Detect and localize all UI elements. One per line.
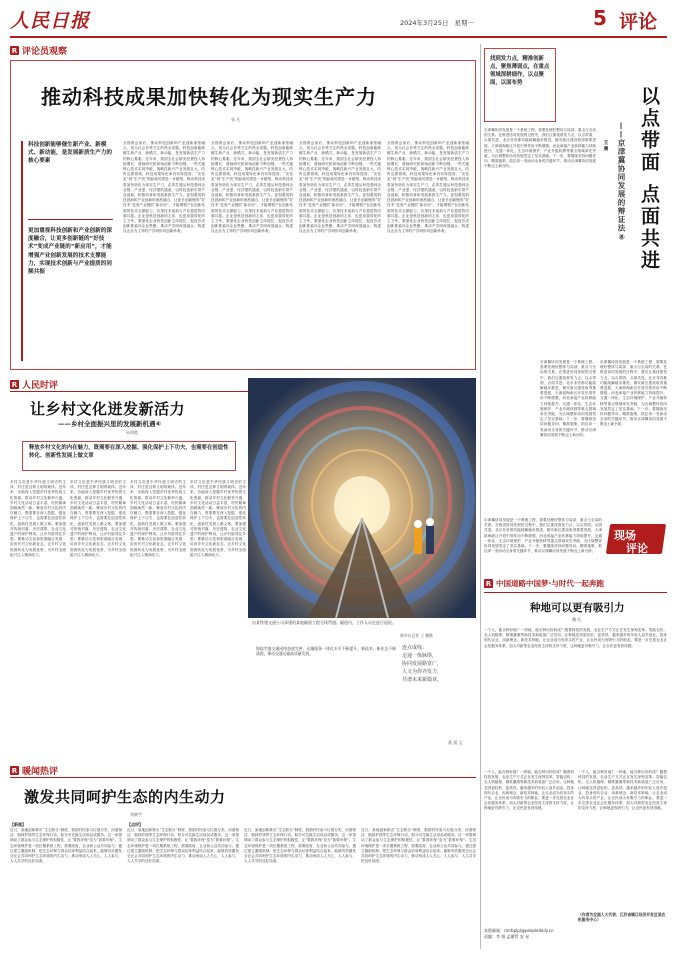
photo-caption: 由某铁建交通公司承建的某地隧道工程全线贯通。隧道内，工作人员在进行巡检。	[252, 620, 396, 625]
article-body-col-1: 全国两会前后，推动科技创新和产业创新深度融合，成为社会各界关注的热点话题。科技创新能够催生新产业、新模式、新动能，是发展新质生产力的核心要素。近年来，我国全社会研发经费投入持续增长，基础研究和原始创新不断加强，一些关键核心技术实现突破，战略性新兴产业发展壮大。同时也要看到，科技成果转化率仍有待提高，“实验室”到“生产线”的距离仍需进一步缩短。推动科技成果加快转化为现实生产力，必须打通从科技强到企业强、产业强、经济强的通道，以科技创新引领产业创新，积极培育和发展新质生产力。更加重视科技创新和产业创新的深度融合，让更多创新链的“好技术”变成产业链的“新应用”，才能增强产业创新发展的技术支撑能力，实现技术创新与产业提质的同频共振。企业是科技创新的主体，也是成果转化的主力军。要强化企业科技创新主体地位，促进各类创新要素向企业集聚，推动产学研深度融合，构建以企业为主导的产学研协同创新体系。	[123, 141, 205, 234]
warm-comment-col-2: 近日，某地创新推出“生态积分”制度，鼓励村民参与垃圾分类、河道保洁、植绿护绿等生态环保行动，积分可兑换生活用品或服务。这一举措调动了群众参与生态保护的积极性，让“要我环保”变为“我要环保”。生态环境保护是一项长期系统工程，需要政府、企业和公众共同参与。通过建立激励机制，把生态环保与群众切身利益结合起来，能够有效激发全社会共同呵护生态环境的内生动力，推动形成人人关心、人人参与、人人共享的良好局面。	[127, 828, 239, 864]
footer-staff: 责编：李 翔 孟繁哲 安 星	[484, 934, 530, 939]
china-road-body-1: 一个人，能否种好地？一块地，能否种出好收成？随着科技的发展，农业生产方式正在发生深刻变革。智能农机、无人机植保、精准灌溉等新技术新装备广泛应用，让种地变得更轻松、更高效。越来越多的年轻人返乡创业，投身现代农业，用新理念、新技术种地，让农业成为有奔头的产业，让农民成为有吸引力的职业。要进一步完善农业社会化服务体系，加大对新型农业经营主体的支持力度，让种地更有吸引力，让农民更有获得感。	[484, 628, 667, 648]
china-road-body-3: 一个人，能否种好地？一块地，能否种出好收成？随着科技的发展，农业生产方式正在发生深刻变革。智能农机、无人机植保、精准灌溉等新技术新装备广泛应用，让种地变得更轻松、更高效。越来越多的年轻人返乡创业，投身现代农业，用新理念、新技术种地，让农业成为有奔头的产业，让农民成为有吸引力的职业。要进一步完善农业社会化服务体系，加大对新型农业经营主体的支持力度，让种地更有吸引力，让农民更有获得感。	[578, 770, 667, 811]
people-review-col-2: 乡村文化是中华民族文明史的主体，村庄是这种文明的载体。近年来，各地深入挖掘乡村优秀传统文化资源，推动乡村文化繁荣兴盛，乡村文化活动日益丰富，村民精神面貌焕然一新。释放乡村文化的内在魅力，既需要在深入挖掘、强化保护上下功夫，也需要在创造性转化、创新性发展上做文章。要加强对传统村落、历史建筑、农业文化遗产的保护利用，让乡村留得住乡愁；要推动文化和旅游融合发展，培育乡村文化新业态，让乡村文化资源转化为发展优势，为乡村全面振兴注入精神动力。	[70, 480, 126, 557]
photo-credit: 新华社记者 王 鹏摄	[400, 633, 433, 638]
r-badge-icon: R	[485, 579, 492, 588]
quote-divider	[28, 219, 113, 220]
warm-comment-headline: 激发共同呵护生态的内生动力	[24, 788, 226, 806]
pull-quote-1: 科技创新能够催生新产业、新模式、新动能，是发展新质生产力的核心要素	[28, 142, 112, 165]
article-headline: 推动科技成果加快转化为现实生产力	[41, 85, 377, 109]
column-divider	[480, 44, 481, 949]
point-kicker-quote: 找到发力点，精准创新点，聚焦薄弱点，在重点领域深耕细作，以点聚面，以面布势	[490, 56, 550, 86]
masthead-rule	[10, 36, 667, 38]
point-author: 王 晨	[603, 140, 608, 151]
sidebar-poem	[252, 644, 476, 754]
point-subtitle: ——京津冀协同发展的辩证法⑧	[617, 122, 626, 243]
point-body-col-2: 京津冀协同发展是一个系统工程，需要处理好整体与局部、重点与全局的关系。在推进协同发展的过程中，我们注重找准发力点，以点带面，点面共进。北京非首都功能疏解稳步推进，雄安新区建设取得重要进展，天津滨海新区开放引领作用不断增强，河北承接产业转移能力持续提升。交通一体化、生态环境保护、产业升级转移等重点领域率先突破，为区域整体协同发展奠定了坚实基础。下一步，要继续坚持问题导向，精准施策，抓住牵一发而动全身的关键环节，推动京津冀协同发展不断迈上新台阶。	[600, 360, 667, 427]
section-name: 评论	[619, 11, 658, 33]
weekday-text: 星期一	[454, 19, 475, 27]
pull-quote-box	[21, 141, 116, 361]
point-quote-box	[484, 48, 556, 122]
date-text: 2024年3月25日	[400, 19, 449, 27]
poem-line-3: 人文为你齐发力，	[402, 669, 443, 675]
footer-email: 本版邮箱：rmrbplpl@peopledaily.cn	[484, 928, 554, 933]
comment-label: 【点评】	[127, 822, 143, 827]
point-body-col-3: 京津冀协同发展是一个系统工程，需要处理好整体与局部、重点与全局的关系。在推进协同发展的过程中，我们注重找准发力点，以点带面，点面共进。北京非首都功能疏解稳步推进，雄安新区建设取得重要进展，天津滨海新区开放引领作用不断增强，河北承接产业转移能力持续提升。交通一体化、生态环境保护、产业升级转移等重点领域率先突破，为区域整体协同发展奠定了坚实基础。下一步，要继续坚持问题导向，精准施策，抓住牵一发而动全身的关键环节，推动京津冀协同发展不断迈上新台阶。	[540, 360, 596, 437]
stamp-text-1: 现场	[614, 529, 636, 542]
r-badge-icon: R	[11, 766, 18, 775]
article-body-col-3: 全国两会前后，推动科技创新和产业创新深度融合，成为社会各界关注的热点话题。科技创新能够催生新产业、新模式、新动能，是发展新质生产力的核心要素。近年来，我国全社会研发经费投入持续增长，基础研究和原始创新不断加强，一些关键核心技术实现突破，战略性新兴产业发展壮大。同时也要看到，科技成果转化率仍有待提高，“实验室”到“生产线”的距离仍需进一步缩短。推动科技成果加快转化为现实生产力，必须打通从科技强到企业强、产业强、经济强的通道，以科技创新引领产业创新，积极培育和发展新质生产力。更加重视科技创新和产业创新的深度融合，让更多创新链的“好技术”变成产业链的“新应用”，才能增强产业创新发展的技术支撑能力，实现技术创新与产业提质的同频共振。企业是科技创新的主体，也是成果转化的主力军。要强化企业科技创新主体地位，促进各类创新要素向企业集聚，推动产学研深度融合，构建以企业为主导的产学研协同创新体系。	[299, 141, 381, 234]
warm-comment-author: 刘晓宇	[130, 812, 142, 817]
stamp-text-2: 评论	[626, 542, 648, 555]
kicker-label: 暖闻热评	[22, 767, 59, 777]
commentary-kicker	[10, 44, 67, 57]
people-review-headline: 让乡村文化迸发新活力	[30, 400, 186, 418]
people-review-col-1: 乡村文化是中华民族文明史的主体，村庄是这种文明的载体。近年来，各地深入挖掘乡村优秀传统文化资源，推动乡村文化繁荣兴盛，乡村文化活动日益丰富，村民精神面貌焕然一新。释放乡村文化的内在魅力，既需要在深入挖掘、强化保护上下功夫，也需要在创造性转化、创新性发展上做文章。要加强对传统村落、历史建筑、农业文化遗产的保护利用，让乡村留得住乡愁；要推动文化和旅游融合发展，培育乡村文化新业态，让乡村文化资源转化为发展优势，为乡村全面振兴注入精神动力。	[10, 480, 66, 557]
commentary-article	[10, 60, 476, 370]
point-headline: 以点带面 点面共进	[638, 86, 660, 272]
warm-comment-col-1: 近日，某地创新推出“生态积分”制度，鼓励村民参与垃圾分类、河道保洁、植绿护绿等生态环保行动，积分可兑换生活用品或服务。这一举措调动了群众参与生态保护的积极性，让“要我环保”变为“我要环保”。生态环境保护是一项长期系统工程，需要政府、企业和公众共同参与。通过建立激励机制，把生态环保与群众切身利益结合起来，能够有效激发全社会共同呵护生态环境的内生动力，推动形成人人关心、人人参与、人人共享的良好局面。	[10, 828, 122, 864]
r-badge-icon: R	[11, 380, 18, 389]
poem-line-4: 共谱未来新篇章。	[402, 677, 443, 683]
issue-date	[400, 18, 474, 27]
people-review-col-4: 乡村文化是中华民族文明史的主体，村庄是这种文明的载体。近年来，各地深入挖掘乡村优秀传统文化资源，推动乡村文化繁荣兴盛，乡村文化活动日益丰富，村民精神面貌焕然一新。释放乡村文化的内在魅力，既需要在深入挖掘、强化保护上下功夫，也需要在创造性转化、创新性发展上做文章。要加强对传统村落、历史建筑、农业文化遗产的保护利用，让乡村留得住乡愁；要推动文化和旅游融合发展，培育乡村文化新业态，让乡村文化资源转化为发展优势，为乡村全面振兴注入精神动力。	[190, 480, 246, 557]
poem-caption: 海陆空地交通网络加速完善，运输服务一体化水平不断提升，新技术、新业态不断涌现，推动交通运输高质量发展。	[256, 646, 396, 657]
china-road-credit: （作者为全国人大代表、江苏省镇江经济开发区某农机服务中心）	[578, 912, 666, 922]
warm-comment-kicker	[10, 764, 58, 777]
people-review-author: 孙明霞	[126, 430, 138, 435]
tunnel-illustration	[248, 378, 476, 618]
poem-line-1: 走通一体脉络，	[402, 653, 438, 659]
kicker-label: 人民时评	[22, 381, 59, 391]
poem-line-2: 协同发展路宽广，	[402, 661, 443, 667]
china-road-kicker	[484, 578, 604, 589]
masthead	[10, 6, 667, 34]
china-road-body-2: 一个人，能否种好地？一块地，能否种出好收成？随着科技的发展，农业生产方式正在发生深刻变革。智能农机、无人机植保、精准灌溉等新技术新装备广泛应用，让种地变得更轻松、更高效。越来越多的年轻人返乡创业，投身现代农业，用新理念、新技术种地，让农业成为有奔头的产业，让农民成为有吸引力的职业。要进一步完善农业社会化服务体系，加大对新型农业经营主体的支持力度，让种地更有吸引力，让农民更有获得感。	[484, 770, 574, 811]
people-review-subtitle: ——乡村全面振兴里的发展新机遇④	[58, 420, 162, 428]
kicker-label: 评论员观察	[22, 47, 68, 57]
news-label: 【新闻】	[10, 822, 26, 827]
pull-quote-2: 更加重视科技创新和产业创新的深度融合，让更多创新链的“好技术”变成产业链的“新应用”，才能增强产业创新发展的技术支撑能力，实现技术创新与产业提质的同频共振	[28, 228, 112, 276]
point-body-col-1: 京津冀协同发展是一个系统工程，需要处理好整体与局部、重点与全局的关系。在推进协同发展的过程中，我们注重找准发力点，以点带面，点面共进。北京非首都功能疏解稳步推进，雄安新区建设取得重要进展，天津滨海新区开放引领作用不断增强，河北承接产业转移能力持续提升。交通一体化、生态环境保护、产业升级转移等重点领域率先突破，为区域整体协同发展奠定了坚实基础。下一步，要继续坚持问题导向，精准施策，抓住牵一发而动全身的关键环节，推动京津冀协同发展不断迈上新台阶。	[484, 128, 596, 169]
page-number: 5	[593, 6, 607, 30]
people-review-pull-quote: 释放乡村文化的内在魅力，既需要在深入挖掘、强化保护上下功夫，也需要在创造性转化、创新性发展上做文章	[29, 445, 229, 459]
china-road-author: 魏 巧	[572, 617, 582, 622]
china-road-headline: 种地可以更有吸引力	[530, 602, 625, 614]
people-review-col-3: 乡村文化是中华民族文明史的主体，村庄是这种文明的载体。近年来，各地深入挖掘乡村优秀传统文化资源，推动乡村文化繁荣兴盛，乡村文化活动日益丰富，村民精神面貌焕然一新。释放乡村文化的内在魅力，既需要在深入挖掘、强化保护上下功夫，也需要在创造性转化、创新性发展上做文章。要加强对传统村落、历史建筑、农业文化遗产的保护利用，让乡村留得住乡愁；要推动文化和旅游融合发展，培育乡村文化新业态，让乡村文化资源转化为发展优势，为乡村全面振兴注入精神动力。	[130, 480, 186, 557]
poem-author: 燕 熹 文	[448, 740, 463, 745]
footer	[484, 928, 667, 940]
tunnel-photo	[248, 378, 476, 618]
people-review-quote-box	[22, 441, 236, 471]
poem-block	[402, 644, 474, 724]
warm-comment-col-3: 近日，某地创新推出“生态积分”制度，鼓励村民参与垃圾分类、河道保洁、植绿护绿等生态环保行动，积分可兑换生活用品或服务。这一举措调动了群众参与生态保护的积极性，让“要我环保”变为“我要环保”。生态环境保护是一项长期系统工程，需要政府、企业和公众共同参与。通过建立激励机制，把生态环保与群众切身利益结合起来，能够有效激发全社会共同呵护生态环境的内生动力，推动形成人人关心、人人参与、人人共享的良好局面。	[244, 828, 356, 864]
r-badge-icon: R	[11, 46, 18, 55]
point-end-note: 京津冀协同发展是一个系统工程，需要处理好整体与局部、重点与全局的关系。在推进协同发展的过程中，我们注重找准发力点，以点带面，点面共进。北京非首都功能疏解稳步推进，雄安新区建设取得重要进展，天津滨海新区开放引领作用不断增强，河北承接产业转移能力持续提升。交通一体化、生态环境保护、产业升级转移等重点领域率先突破，为区域整体协同发展奠定了坚实基础。下一步，要继续坚持问题导向，精准施策，抓住牵一发而动全身的关键环节，推动京津冀协同发展不断迈上新台阶。	[484, 518, 602, 554]
people-review-kicker	[10, 378, 58, 391]
scene-comment-stamp	[608, 520, 666, 560]
article-author: 张 凡	[231, 117, 241, 122]
newspaper-logo: 人民日报	[10, 10, 91, 32]
china-road-rule	[484, 592, 667, 593]
warm-comment-rule	[10, 777, 476, 778]
article-body-col-2: 全国两会前后，推动科技创新和产业创新深度融合，成为社会各界关注的热点话题。科技创新能够催生新产业、新模式、新动能，是发展新质生产力的核心要素。近年来，我国全社会研发经费投入持续增长，基础研究和原始创新不断加强，一些关键核心技术实现突破，战略性新兴产业发展壮大。同时也要看到，科技成果转化率仍有待提高，“实验室”到“生产线”的距离仍需进一步缩短。推动科技成果加快转化为现实生产力，必须打通从科技强到企业强、产业强、经济强的通道，以科技创新引领产业创新，积极培育和发展新质生产力。更加重视科技创新和产业创新的深度融合，让更多创新链的“好技术”变成产业链的“新应用”，才能增强产业创新发展的技术支撑能力，实现技术创新与产业提质的同频共振。企业是科技创新的主体，也是成果转化的主力军。要强化企业科技创新主体地位，促进各类创新要素向企业集聚，推动产学研深度融合，构建以企业为主导的产学研协同创新体系。	[211, 141, 293, 234]
poem-title: 连点成线：	[402, 645, 428, 651]
kicker-label: 中国道路中国梦·与时代一起奔跑	[496, 579, 604, 588]
article-body-col-4: 全国两会前后，推动科技创新和产业创新深度融合，成为社会各界关注的热点话题。科技创新能够催生新产业、新模式、新动能，是发展新质生产力的核心要素。近年来，我国全社会研发经费投入持续增长，基础研究和原始创新不断加强，一些关键核心技术实现突破，战略性新兴产业发展壮大。同时也要看到，科技成果转化率仍有待提高，“实验室”到“生产线”的距离仍需进一步缩短。推动科技成果加快转化为现实生产力，必须打通从科技强到企业强、产业强、经济强的通道，以科技创新引领产业创新，积极培育和发展新质生产力。更加重视科技创新和产业创新的深度融合，让更多创新链的“好技术”变成产业链的“新应用”，才能增强产业创新发展的技术支撑能力，实现技术创新与产业提质的同频共振。企业是科技创新的主体，也是成果转化的主力军。要强化企业科技创新主体地位，促进各类创新要素向企业集聚，推动产学研深度融合，构建以企业为主导的产学研协同创新体系。	[387, 141, 469, 234]
warm-comment-col-4: 近日，某地创新推出“生态积分”制度，鼓励村民参与垃圾分类、河道保洁、植绿护绿等生态环保行动，积分可兑换生活用品或服务。这一举措调动了群众参与生态保护的积极性，让“要我环保”变为“我要环保”。生态环境保护是一项长期系统工程，需要政府、企业和公众共同参与。通过建立激励机制，把生态环保与群众切身利益结合起来，能够有效激发全社会共同呵护生态环境的内生动力，推动形成人人关心、人人参与、人人共享的良好局面。	[361, 828, 476, 864]
